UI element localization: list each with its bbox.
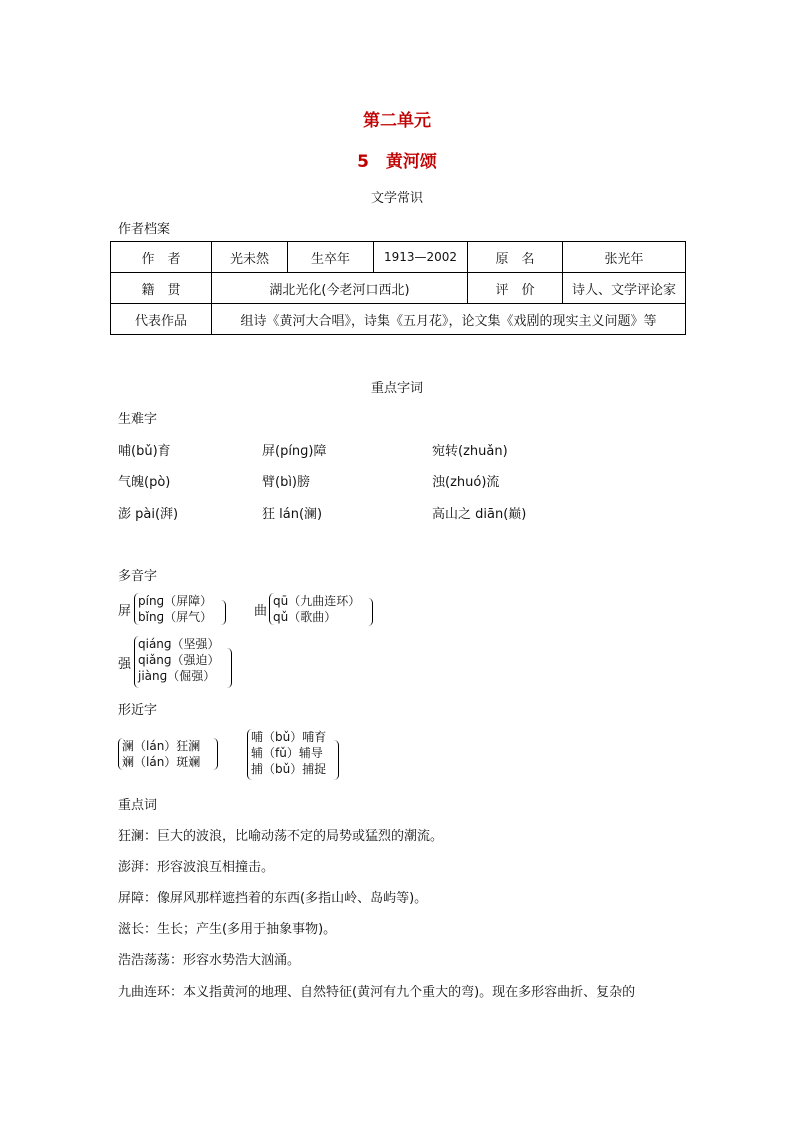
polyphonic-char: 强 — [118, 657, 132, 672]
table-row — [111, 242, 686, 273]
reading-line: jiànɡ（倔强） — [138, 669, 216, 683]
section-heading-literature: 文学常识 — [370, 191, 423, 206]
difficult-char-item: 高山之 diān(巅) — [432, 507, 527, 522]
polyphonic-readings — [138, 593, 212, 625]
key-word-definition: 浩浩荡荡：形容水势浩大汹涌。 — [118, 953, 301, 968]
similar-line: 斓（lán）斑斓 — [122, 755, 201, 769]
polyphonic-char: 屏 — [118, 604, 132, 619]
difficult-char-item: 澎 pài(湃) — [118, 507, 179, 522]
section-heading-keywords: 重点字词 — [370, 381, 423, 396]
right-brace — [213, 738, 218, 770]
difficult-char-item: 狂 lán(澜) — [262, 507, 323, 522]
polyphonic-heading: 多音字 — [118, 569, 158, 584]
key-word-definition: 狂澜：巨大的波浪，比喻动荡不定的局势或猛烈的潮流。 — [118, 829, 444, 844]
reading-line: qiánɡ（坚强） — [138, 637, 220, 651]
table-cell: 湖北光化(今老河口西北) — [212, 273, 468, 304]
difficult-chars-heading: 生难字 — [118, 412, 158, 427]
right-brace — [227, 648, 232, 688]
table-row — [111, 304, 686, 335]
table-cell: 生卒年 — [288, 242, 374, 273]
difficult-char-item: 屏(pínɡ)障 — [262, 444, 327, 459]
polyphonic-readings — [273, 593, 360, 625]
difficult-char-item: 哺(bǔ)育 — [118, 444, 171, 459]
key-word-definition: 九曲连环：本义指黄河的地理、自然特征(黄河有九个重大的弯)。现在多形容曲折、复杂的 — [118, 985, 636, 1000]
similar-line: 澜（lán）狂澜 — [122, 739, 201, 753]
table-cell: 诗人、文学评论家 — [563, 273, 686, 304]
key-word-definition: 滋长：生长；产生(多用于抽象事物)。 — [118, 922, 337, 937]
difficult-char-item: 浊(zhuó)流 — [432, 475, 500, 490]
right-brace — [334, 740, 339, 780]
reading-line: qiǎnɡ（强迫） — [138, 653, 220, 667]
author-file-heading: 作者档案 — [118, 222, 171, 237]
similar-group — [122, 738, 200, 770]
right-brace — [221, 600, 226, 625]
table-cell: 作 者 — [111, 242, 212, 273]
right-brace — [368, 598, 373, 626]
table-cell: 组诗《黄河大合唱》，诗集《五月花》，论文集《戏剧的现实主义问题》等 — [212, 304, 686, 335]
author-info-table — [110, 241, 686, 335]
difficult-char-item: 宛转(zhuǎn) — [432, 444, 508, 459]
table-cell: 原 名 — [468, 242, 563, 273]
polyphonic-char: 曲 — [254, 604, 268, 619]
key-word-definition: 屏障：像屏风那样遮挡着的东西(多指山岭、岛屿等)。 — [118, 891, 428, 906]
polyphonic-readings — [138, 636, 220, 684]
table-cell: 代表作品 — [111, 304, 212, 335]
reading-line: bǐnɡ（屏气） — [138, 610, 213, 624]
similar-line: 哺（bǔ）哺育 — [251, 730, 327, 744]
reading-line: qū（九曲连环） — [273, 594, 361, 608]
difficult-char-item: 气魄(pò) — [118, 475, 171, 490]
key-word-definition: 澎湃：形容波浪互相撞击。 — [118, 860, 275, 875]
table-cell: 籍 贯 — [111, 273, 212, 304]
table-cell: 张光年 — [563, 242, 686, 273]
similar-chars-heading: 形近字 — [118, 703, 158, 718]
reading-line: qǔ（歌曲） — [273, 610, 337, 624]
similar-group — [251, 729, 326, 777]
similar-line: 辅（fǔ）辅导 — [251, 746, 323, 760]
similar-line: 捕（bǔ）捕捉 — [251, 762, 327, 776]
reading-line: pínɡ（屏障） — [138, 594, 213, 608]
table-row — [111, 273, 686, 304]
table-cell: 评 价 — [468, 273, 563, 304]
table-cell: 1913—2002 — [374, 242, 468, 273]
key-words-heading: 重点词 — [118, 798, 158, 813]
table-cell: 光未然 — [212, 242, 288, 273]
difficult-char-item: 臂(bì)膀 — [262, 475, 311, 490]
unit-title: 第二单元 — [363, 111, 431, 131]
lesson-title: 5 黄河颂 — [357, 152, 437, 172]
